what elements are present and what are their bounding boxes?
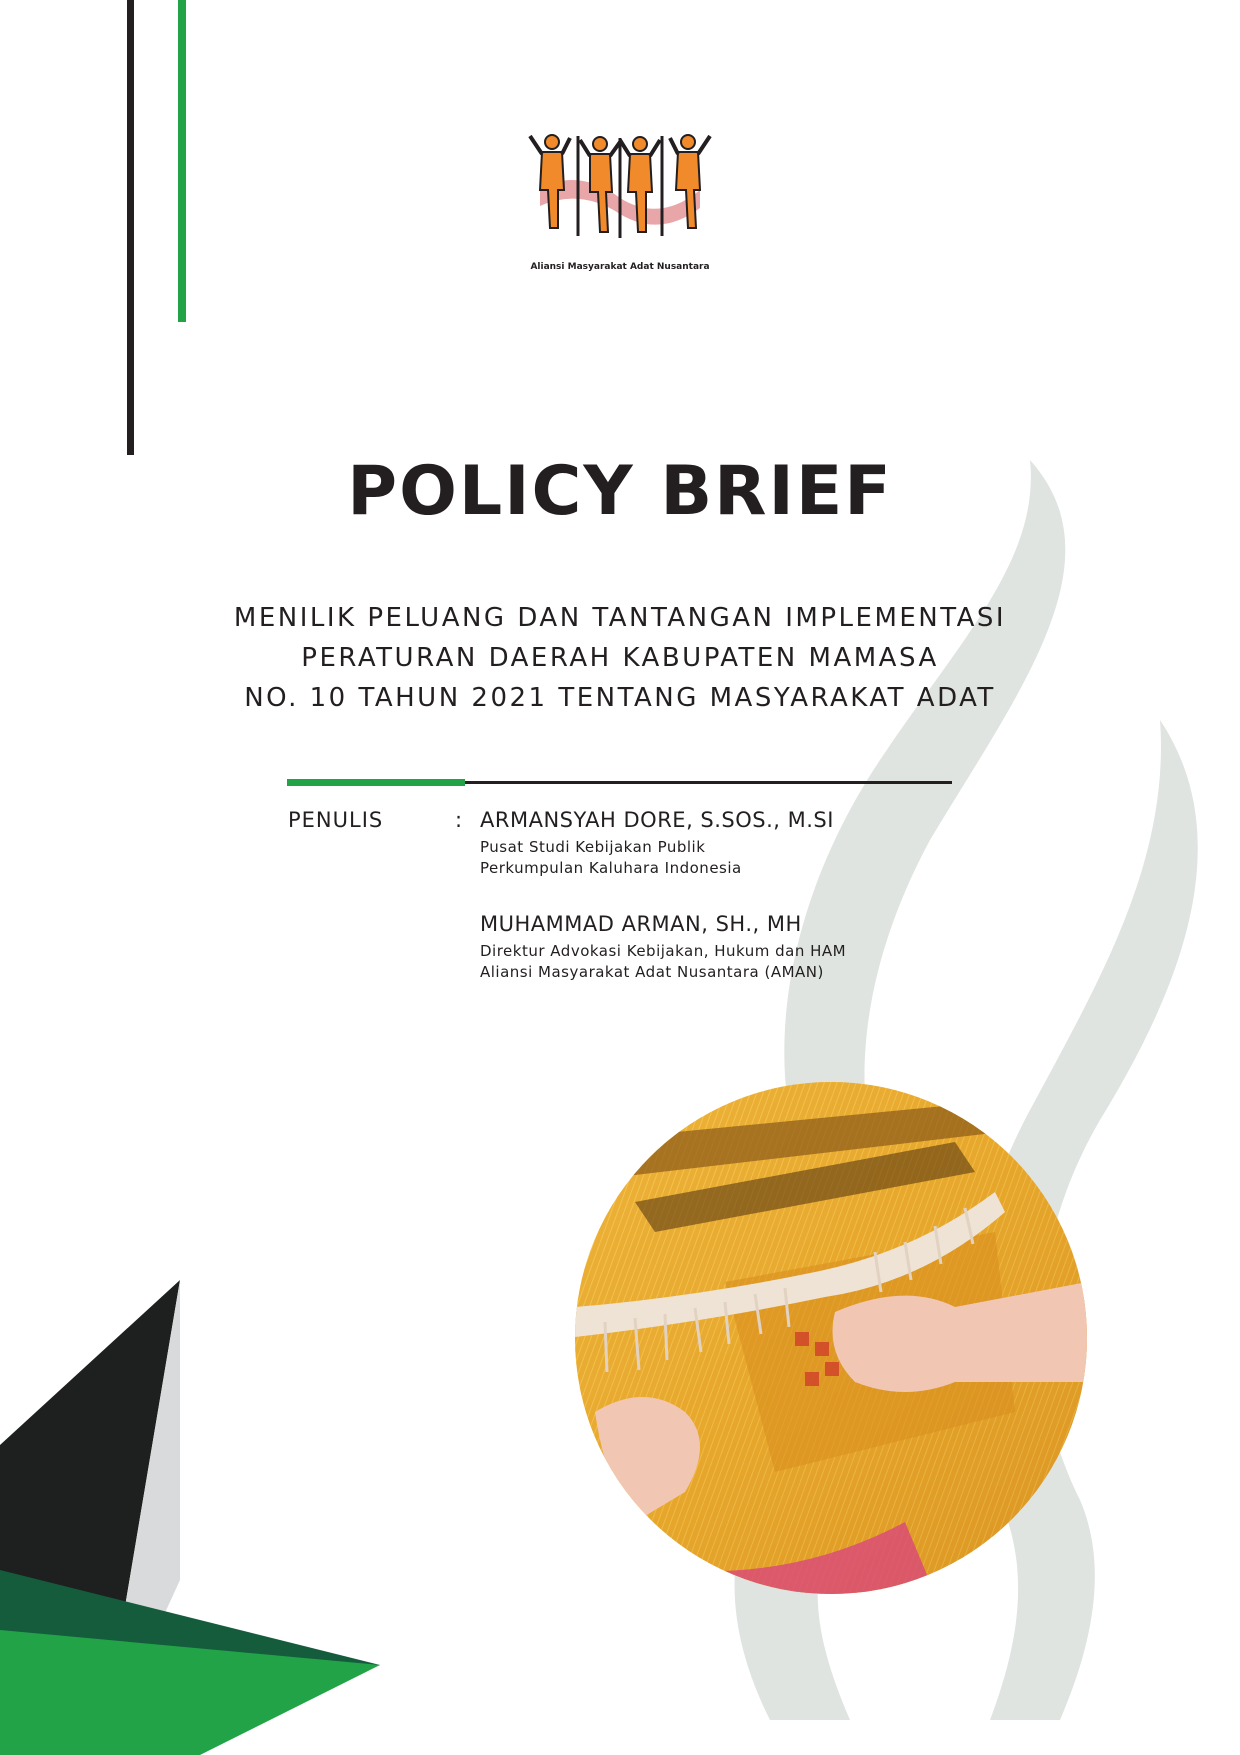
author-affiliation: Direktur Advokasi Kebijakan, Hukum dan HAM <box>480 942 847 960</box>
indigenous-figures-logo-icon <box>520 128 720 248</box>
weaving-photo <box>575 1082 1087 1594</box>
subtitle <box>100 598 1140 718</box>
geometric-corner-decoration <box>0 1280 420 1755</box>
author-name: MUHAMMAD ARMAN, SH., MH <box>480 912 802 936</box>
divider-dark-segment <box>465 781 952 784</box>
vertical-dark-bar <box>127 0 134 455</box>
logo-caption: Aliansi Masyarakat Adat Nusantara <box>530 262 710 272</box>
subtitle-line: MENILIK PELUANG DAN TANTANGAN IMPLEMENTASI <box>233 603 1007 633</box>
vertical-green-bar <box>178 0 186 322</box>
subtitle-line: PERATURAN DAERAH KABUPATEN MAMASA <box>301 643 939 673</box>
author-affiliation: Aliansi Masyarakat Adat Nusantara (AMAN) <box>480 963 824 981</box>
subtitle-line: NO. 10 TAHUN 2021 TENTANG MASYARAKAT ADAT <box>244 683 996 713</box>
page-title: POLICY BRIEF <box>347 452 893 531</box>
divider-green-segment <box>287 779 465 786</box>
author-name: ARMANSYAH DORE, S.SOS., M.SI <box>480 808 834 832</box>
author-affiliation: Perkumpulan Kaluhara Indonesia <box>480 859 742 877</box>
authors-label: PENULIS <box>288 808 384 832</box>
weaving-loom-photo-icon <box>575 1082 1087 1594</box>
authors-separator: : <box>455 808 463 832</box>
author-affiliation: Pusat Studi Kebijakan Publik <box>480 838 706 856</box>
